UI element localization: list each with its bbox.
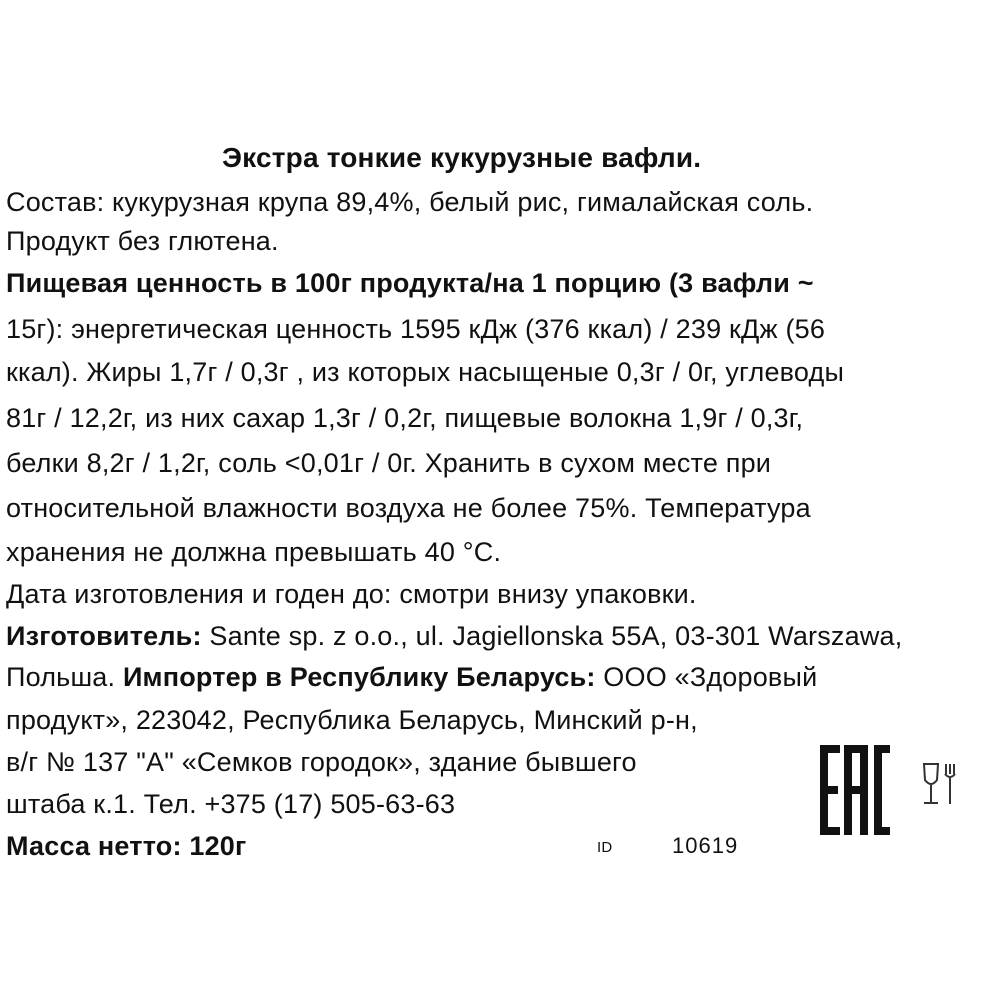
gluten-free-line: Продукт без глютена. bbox=[6, 226, 279, 256]
manufacturer-label: Изготовитель: bbox=[6, 621, 202, 651]
address-line: в/г № 137 "А" «Семков городок», здание бывшего bbox=[6, 747, 637, 777]
storage-temperature-line: хранения не должна превышать 40 °С. bbox=[6, 537, 502, 567]
date-line: Дата изготовления и годен до: смотри внизу упаковки. bbox=[6, 579, 697, 609]
importer-label: Импортер в Республику Беларусь: bbox=[122, 662, 596, 692]
eac-mark-icon bbox=[820, 745, 890, 835]
glass-fork-icon bbox=[918, 760, 958, 810]
composition-line: Состав: кукурузная крупа 89,4%, белый рис, гималайская соль. bbox=[6, 187, 814, 217]
manufacturer-line bbox=[6, 619, 902, 653]
nutrition-line: белки 8,2г / 1,2г, соль <0,01г / 0г. Хранить в сухом месте при bbox=[6, 448, 772, 478]
product-title: Экстра тонкие кукурузные вафли. bbox=[222, 142, 702, 173]
country-text: Польша. bbox=[6, 662, 123, 692]
importer-text: ООО «Здоровый bbox=[595, 662, 818, 692]
id-number: 10619 bbox=[672, 833, 739, 858]
importer-line bbox=[6, 660, 817, 694]
nutrition-line: ккал). Жиры 1,7г / 0,3г , из которых насыщеные 0,3г / 0г, углеводы bbox=[6, 357, 845, 387]
id-label: ID bbox=[597, 839, 613, 856]
nutrition-line: 81г / 12,2г, из них сахар 1,3г / 0,2г, пищевые волокна 1,9г / 0,3г, bbox=[6, 403, 804, 433]
manufacturer-text: Sante sp. z o.o., ul. Jagiellonska 55A, 03-301 Warszawa, bbox=[201, 621, 903, 651]
nutrition-line: 15г): энергетическая ценность 1595 кДж (376 ккал) / 239 кДж (56 bbox=[6, 314, 826, 344]
nutrition-heading: Пищевая ценность в 100г продукта/на 1 порцию (3 вафли ~ bbox=[6, 268, 814, 298]
address-line: продукт», 223042, Республика Беларусь, Минский р-н, bbox=[6, 705, 698, 735]
address-line: штаба к.1. Тел. +375 (17) 505-63-63 bbox=[6, 789, 456, 819]
net-mass: Масса нетто: 120г bbox=[6, 831, 247, 861]
storage-line: относительной влажности воздуха не более 75%. Температура bbox=[6, 493, 811, 523]
